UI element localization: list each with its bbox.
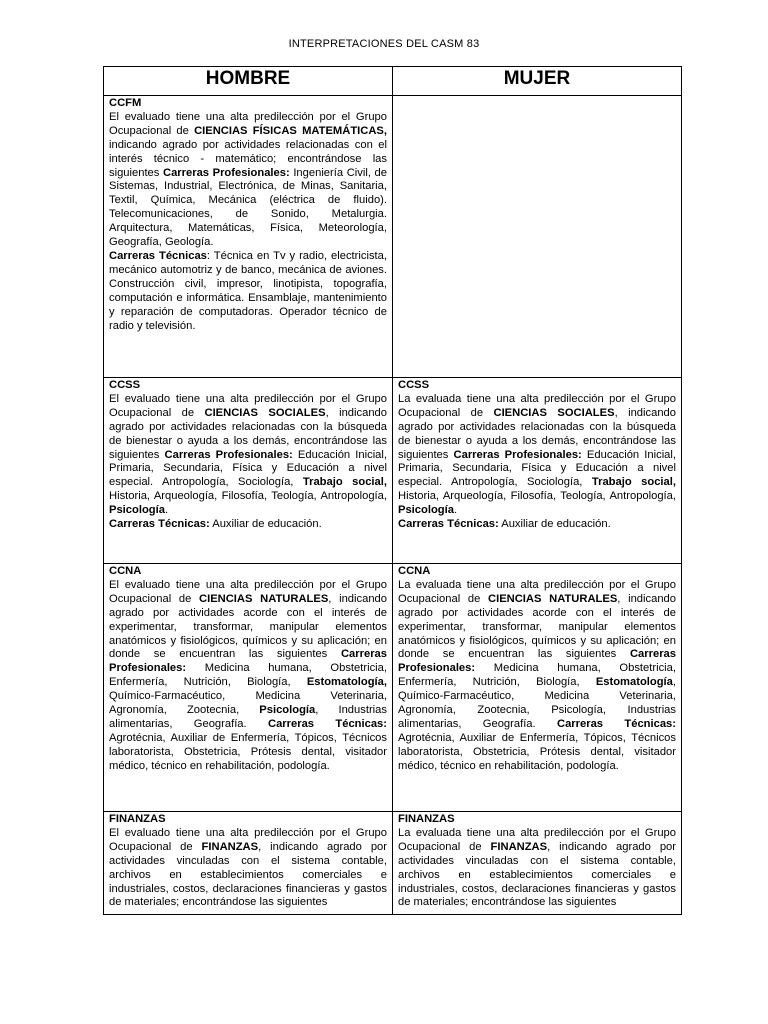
bold-phrase: Carreras Profesionales: <box>162 166 290 179</box>
bold-phrase: FINANZAS <box>490 840 548 853</box>
text-run: , indicando agrado por actividades acorde con el interés de experimentar, transformar, manipular elementos anatómicos y fisiológicos, químicos y su aplicación; en donde se encuentran las siguientes <box>398 592 676 661</box>
text-run: El evaluado tiene una alta predilección por el Grupo Ocupacional de <box>109 392 387 419</box>
text-run: , indicando agrado por actividades relacionadas con la búsqueda de bienestar o ayuda a los demás, encontrándose las siguientes <box>398 406 676 461</box>
text-run: Ingeniería Civil, de Sistemas, Industrial, Electrónica, de Minas, Sanitaria, Textil, Química, Mecánica (eléctrica de fluido). Telecomunicaciones, de Sonido, Metalurgia. Arquitectura, Matemáticas, Física, Meteorología, Geografía, Geología. <box>109 166 387 249</box>
group-code: CCFM <box>109 97 142 109</box>
text-run: La evaluada tiene una alta predilección por el Grupo Ocupacional de <box>398 578 676 605</box>
cell-mujer <box>393 564 682 812</box>
text-run: El evaluado tiene una alta predilección por el Grupo Ocupacional de <box>109 578 387 605</box>
interpretation-text <box>398 827 676 910</box>
text-run: El evaluado tiene una alta predilección por el Grupo Ocupacional de <box>109 110 387 137</box>
bold-phrase: Carreras Técnicas: <box>268 717 387 730</box>
bold-phrase: Carreras Profesionales: <box>109 648 387 675</box>
text-run: . <box>164 504 169 517</box>
bold-phrase: Carreras Técnicas: <box>109 518 210 531</box>
bold-phrase: Estomatología, <box>306 676 387 689</box>
text-run: Educación Inicial, Primaria, Secundaria, Física y Educación a nivel especial. Antropología, Sociología, <box>109 448 387 489</box>
text-run: Agrotécnia, Auxiliar de Enfermería, Tópicos, Técnicos laboratorista, Obstetricia, Prótesis dental, visitador médico, técnico en rehabilitación, podología. <box>398 731 676 772</box>
document-title: INTERPRETACIONES DEL CASM 83 <box>288 38 480 50</box>
text-run: Educación Inicial, Primaria, Secundaria, Física y Educación a nivel especial. Antropología, Sociología, <box>398 448 676 489</box>
bold-phrase: Carreras Profesionales: <box>398 648 676 675</box>
bold-phrase: Trabajo social, <box>302 476 387 489</box>
cell-hombre <box>104 564 393 812</box>
bold-phrase: Psicología <box>259 704 316 717</box>
table-row <box>104 564 682 812</box>
text-run: , Químico-Farmacéutico, Medicina Veterinaria, Agronomía, Zootecnia, Psicología, Industrias alimentarias, Geografía. <box>398 676 676 730</box>
interpretation-text <box>398 579 676 774</box>
interpretations-table <box>103 66 682 915</box>
bold-phrase: CIENCIAS NATURALES <box>488 592 618 605</box>
bold-phrase: CIENCIAS SOCIALES <box>204 406 326 419</box>
interpretation-text <box>109 111 387 334</box>
cell-hombre <box>104 378 393 564</box>
cell-mujer <box>393 812 682 915</box>
text-run: Historia, Arqueología, Filosofía, Teología, Antropología, <box>109 490 387 503</box>
group-code: CCNA <box>109 565 142 577</box>
text-run: , indicando agrado por actividades acorde con el interés de experimentar, transformar, manipular elementos anatómicos y fisiológicos, químicos y su aplicación; en donde se encuentran las siguientes <box>109 592 387 661</box>
text-run: El evaluado tiene una alta predilección por el Grupo Ocupacional de <box>109 826 387 853</box>
column-header-mujer: MUJER <box>393 67 682 96</box>
interpretation-text <box>398 393 676 532</box>
group-code: FINANZAS <box>109 813 166 825</box>
text-run: La evaluada tiene una alta predilección por el Grupo Ocupacional de <box>398 826 676 853</box>
text-run: indicando agrado por actividades relacionadas con el interés técnico - matemático; encontrándose las siguientes <box>109 138 387 179</box>
bold-phrase: CIENCIAS NATURALES <box>199 592 329 605</box>
bold-phrase: CIENCIAS SOCIALES <box>493 406 615 419</box>
text-run: Medicina humana, Obstetricia, Enfermería, Nutrición, Biología, <box>109 662 387 689</box>
text-run: : Técnica en Tv y radio, electricista, mecánico automotriz y de banco, mecánica de aviones. Construcción civil, impresor, linotipista, topografía, computación e informática. Ensamblaje, mantenimiento y reparación de computadoras. Operador técnico de radio y televisión. <box>109 249 387 332</box>
group-code: CCSS <box>109 379 141 391</box>
text-run: , indicando agrado por actividades relacionadas con la búsqueda de bienestar o ayuda a los demás, encontrándose las siguientes <box>109 406 387 461</box>
text-run: Historia, Arqueología, Filosofía, Teología, Antropología, <box>398 490 676 503</box>
interpretation-text <box>109 827 387 910</box>
table-header-row <box>104 67 682 96</box>
text-run: , Industrias alimentarias, Geografía. <box>109 704 387 730</box>
group-code: CCNA <box>398 565 431 577</box>
text-run: , indicando agrado por actividades vinculadas con el sistema contable, archivos en establecimientos comerciales e industriales, costos, declaraciones financieras y gastos de materiales; encontrándose las siguientes <box>398 840 676 909</box>
group-code: CCSS <box>398 379 430 391</box>
interpretation-text <box>109 579 387 774</box>
group-code: FINANZAS <box>398 813 455 825</box>
text-run: Químico-Farmacéutico, Medicina Veterinaria, Agronomía, Zootecnia, <box>109 690 387 717</box>
cell-hombre <box>104 812 393 915</box>
bold-phrase: Trabajo social, <box>591 476 676 489</box>
bold-phrase: Psicología <box>109 504 165 517</box>
text-run: , indicando agrado por actividades vinculadas con el sistema contable, archivos en establecimientos comerciales e industriales, costos, declaraciones financieras y gastos de materiales; encontrándose las siguientes <box>109 840 387 909</box>
bold-phrase: Estomatología <box>595 676 673 689</box>
bold-phrase: Carreras Profesionales: <box>453 448 582 461</box>
text-run: Auxiliar de educación. <box>209 518 322 531</box>
table-row <box>104 812 682 915</box>
interpretation-text <box>109 393 387 532</box>
text-run: Auxiliar de educación. <box>498 518 611 531</box>
cell-mujer <box>393 96 682 378</box>
bold-phrase: Carreras Técnicas <box>109 249 207 262</box>
text-run: La evaluada tiene una alta predilección por el Grupo Ocupacional de <box>398 392 676 419</box>
bold-phrase: Psicología <box>398 504 454 517</box>
table-row <box>104 96 682 378</box>
bold-phrase: Carreras Técnicas: <box>398 518 499 531</box>
cell-mujer <box>393 378 682 564</box>
cell-hombre <box>104 96 393 378</box>
column-header-hombre: HOMBRE <box>104 67 393 96</box>
text-run: Medicina humana, Obstetricia, Enfermería, Nutrición, Biología, <box>398 662 676 689</box>
bold-phrase: Carreras Técnicas: <box>557 717 676 730</box>
bold-phrase: CIENCIAS FÍSICAS MATEMÁTICAS, <box>194 124 387 137</box>
text-run: Agrotécnia, Auxiliar de Enfermería, Tópicos, Técnicos laboratorista, Obstetricia, Prótesis dental, visitador médico, técnico en rehabilitación, podología. <box>109 731 387 772</box>
bold-phrase: FINANZAS <box>201 840 259 853</box>
bold-phrase: Carreras Profesionales: <box>164 448 293 461</box>
table-row <box>104 378 682 564</box>
text-run: . <box>453 504 458 517</box>
